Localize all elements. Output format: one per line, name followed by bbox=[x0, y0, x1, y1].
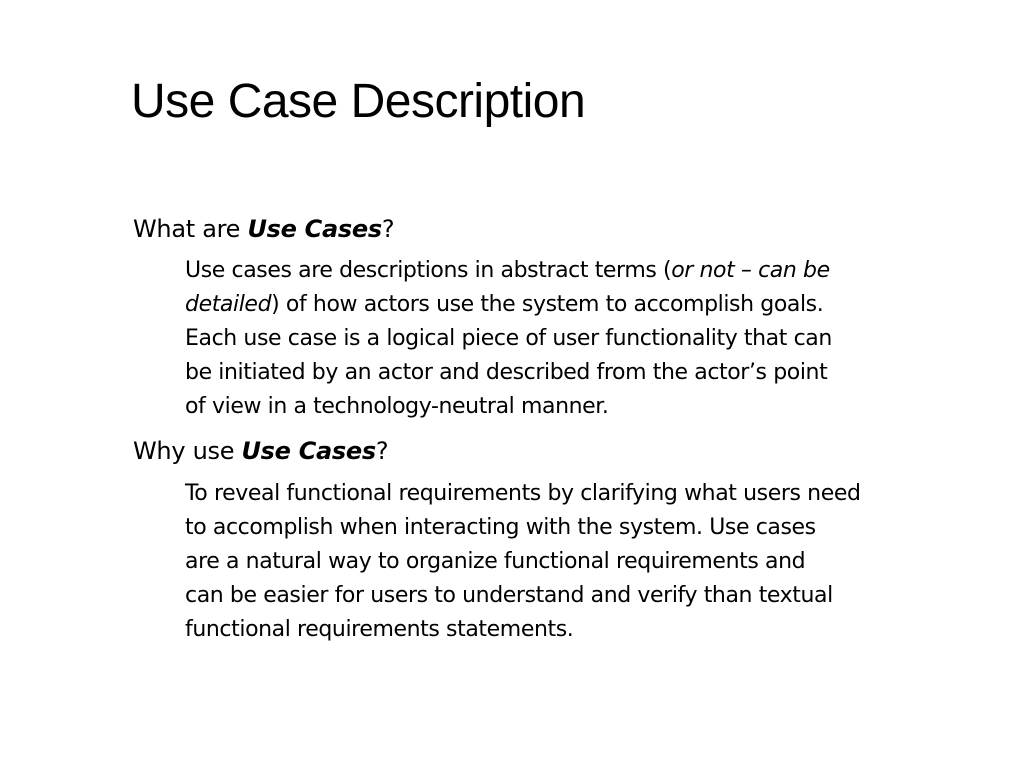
answer-line: can be easier for users to understand and verify than textual bbox=[185, 583, 833, 608]
slide-title: Use Case Description bbox=[131, 75, 586, 128]
question-prefix: What are bbox=[133, 215, 248, 243]
question-why-use-cases bbox=[133, 436, 388, 466]
question-prefix: Why use bbox=[133, 437, 242, 465]
question-term: Use Cases bbox=[241, 437, 376, 465]
answer-italic-text: detailed bbox=[185, 292, 272, 317]
answer-text: ) of how actors use the system to accomplish goals. bbox=[271, 292, 824, 317]
answer-line bbox=[185, 254, 1024, 288]
answer-line: of view in a technology-neutral manner. bbox=[185, 394, 609, 419]
question-term: Use Cases bbox=[247, 215, 382, 243]
answer-why-use-cases bbox=[185, 477, 1024, 647]
question-suffix: ? bbox=[375, 437, 389, 465]
answer-line: to accomplish when interacting with the system. Use cases bbox=[185, 515, 816, 540]
answer-text: Use cases are descriptions in abstract terms ( bbox=[185, 258, 672, 283]
answer-line: are a natural way to organize functional requirements and bbox=[185, 549, 806, 574]
answer-line: To reveal functional requirements by clarifying what users need bbox=[185, 481, 861, 506]
question-suffix: ? bbox=[381, 215, 395, 243]
answer-line: functional requirements statements. bbox=[185, 617, 574, 642]
answer-line bbox=[185, 288, 1024, 322]
answer-what-are-use-cases bbox=[185, 254, 1024, 424]
question-what-are-use-cases bbox=[133, 214, 394, 244]
answer-italic-text: or not – can be bbox=[671, 258, 830, 283]
answer-line: Each use case is a logical piece of user functionality that can bbox=[185, 326, 832, 351]
answer-line: be initiated by an actor and described from the actor’s point bbox=[185, 360, 828, 385]
